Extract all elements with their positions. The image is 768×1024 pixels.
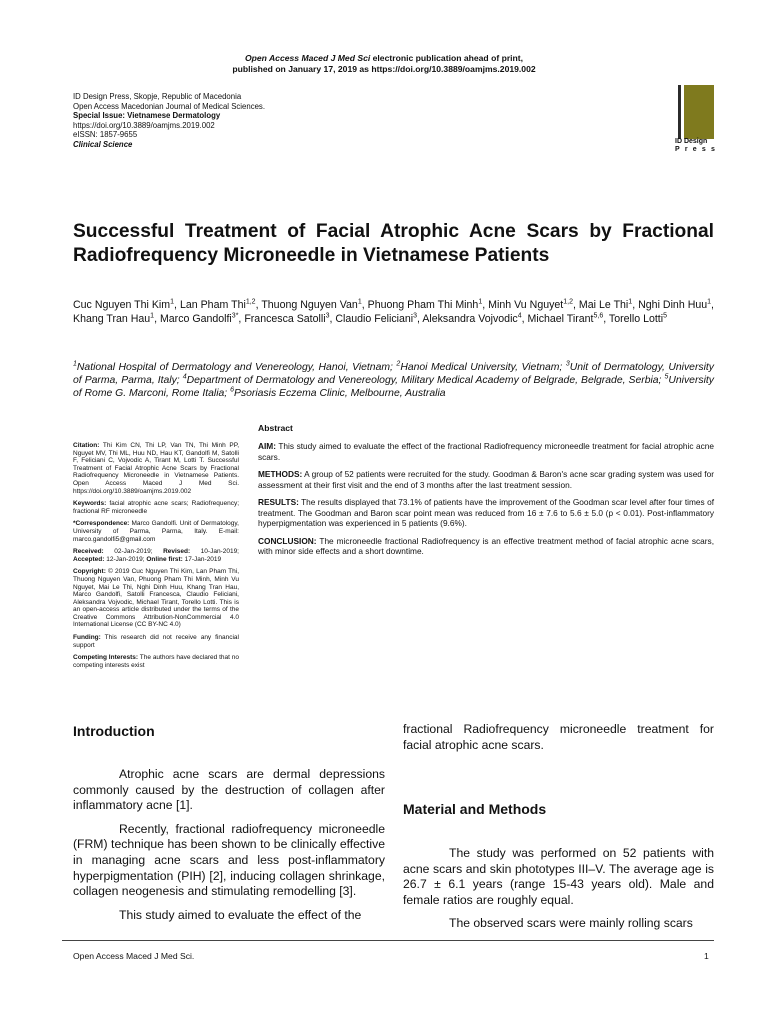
author-affiliation-mark: 3 [413,312,418,320]
publisher-info [73,92,433,150]
affiliation-text: National Hospital of Dermatology and Venereology, Hanoi, Vietnam; [76,362,397,373]
author-name: Khang Tran Hau [73,313,151,325]
section-label: Clinical Science [73,139,133,149]
abstract-heading: Abstract [258,423,293,433]
affiliation-text: Psoriasis Eczema Clinic, Melbourne, Australia [233,388,446,400]
author-affiliation-mark: 1 [150,312,155,320]
footer-journal: Open Access Maced J Med Sci. [73,951,195,961]
author-affiliation-mark: 1,2 [245,298,256,306]
journal-full: Open Access Macedonian Journal of Medical Sciences. [73,101,265,111]
copyright: Copyright: © 2019 Cuc Nguyen Thi Kim, Lan Pham Thi, Thuong Nguyen Van, Phuong Pham Thi Minh, Minh Vu Nguyet, Mai Le Thi, Nghi Dinh Huu, Khang Tran Hau, Marco Gandolfi, Satolli Francesca, Claudio Feliciani, Aleksandra Vojvodic, Michael Tirant, Torello Lotti. This is an open-access article distributed under the terms of the Creative Commons Attribution-NonCommercial 4.0 International License (CC BY-NC 4.0) [73,568,239,629]
special-issue: Special Issue: Vietnamese Dermatology [73,111,221,121]
correspondence: *Correspondence: Marco Gandolfi. Unit of Dermatology, University of Parma, Parma, Italy. E-mail: marco.gandolfi5@gmail.com [73,520,239,543]
abstract-body [258,441,714,564]
author-affiliation-mark: 5,6 [593,312,604,320]
logo-bar-dark [678,85,681,139]
author-name: Torello Lotti [608,313,664,325]
right-column-methods [403,846,714,940]
competing-interests: Competing Interests: The authors have declared that no competing interests exist [73,654,239,669]
abstract-methods: METHODS: A group of 52 patients were recruited for the study. Goodman & Baron's acne scar grading system was used for assessment at their first visit and the end of 3 months after the last treatment session. [258,469,714,490]
author-name: Aleksandra Vojvodic [422,313,518,325]
author-name: Lan Pham Thi [179,299,246,311]
page-number: 1 [704,951,709,961]
doi-link[interactable]: https://doi.org/10.3889/oamjms.2019.002 [73,120,215,130]
footer-divider [62,940,714,941]
publisher-logo [672,83,721,153]
author-affiliation-mark: 5 [663,312,668,320]
article-info-sidebar [73,442,239,674]
author-name: Nghi Dinh Huu [638,299,708,311]
affiliation-mark: 2 [396,360,401,368]
affiliation-text: Unit of Dermatology, University of Parma, Parma, Italy; [73,362,714,387]
affiliation-text: Department of Dermatology and Venereology, Military Medical Academy of Belgrade, Belgrade, Serbia; [186,375,665,387]
author-name: Michael Tirant [527,313,594,325]
journal-name: Open Access Maced J Med Sci [244,53,371,63]
affiliation-text: Hanoi Medical University, Vietnam; [400,362,566,373]
abstract-results: RESULTS: The results displayed that 73.1% of patients have the improvement of the Goodman scar level after four times of treatment. The Goodman and Baron scar point mean was reduced from 16 ± 7.6 to 5.6 ± 5.0 (p < 0.01). Post-inflammatory hyperpigmentation was experienced in 5 patients (9.6%). [258,497,714,528]
author-affiliation-mark: 3 [325,312,330,320]
affiliation-mark: 4 [182,373,187,381]
affiliations [73,361,714,401]
abstract-aim: AIM: This study aimed to evaluate the effect of the fractional Radiofrequency microneedle treatment for facial atrophic acne scars. [258,441,714,462]
abstract-conclusion: CONCLUSION: The microneedle fractional Radiofrequency is an effective treatment method of facial atrophic acne scars, with minor side effects and a short downtime. [258,535,714,556]
funding: Funding: This research did not receive any financial support [73,634,239,649]
logo-bar-olive [684,85,714,139]
publisher: ID Design Press, Skopje, Republic of Macedonia [73,92,242,101]
author-affiliation-mark: 1 [478,298,483,306]
introduction-heading: Introduction [73,723,155,739]
eissn: eISSN: 1857-9655 [73,130,138,140]
left-column [73,767,385,931]
affiliation-mark: 6 [230,386,234,394]
author-affiliation-mark: 3* [231,312,239,320]
author-affiliation-mark: 1,2 [563,298,573,306]
author-name: Francesca Satolli [244,313,326,325]
author-name: Marco Gandolfi [159,313,232,325]
author-affiliation-mark: 1 [170,298,175,306]
author-name: Claudio Feliciani [335,313,414,325]
author-affiliation-mark: 1 [707,298,712,306]
publication-note [0,53,768,75]
dates: Received: 02-Jan-2019; Revised: 10-Jan-2019; Accepted: 12-Jan-2019; Online first: 17-Jan-2019 [73,548,239,563]
affiliation-mark: 5 [664,373,669,381]
pub-line2: published on January 17, 2019 as https://doi.org/10.3889/oamjms.2019.002 [232,64,536,74]
author-name: Cuc Nguyen Thi Kim [73,299,171,311]
pub-line1: electronic publication ahead of print, [370,53,524,63]
citation: Citation: Thi Kim CN, Thi LP, Van TN, Thi Minh PP, Nguyet MV, Thi ML, Huu ND, Hau KT, Gandolfi M, Satolli F, Feliciani C, Vojvodic A, Tirant M, Lotti T. Successful Treatment of Facial Atrophic Acne Scars by Fractional Radiofrequency Microneedle in Vietnamese Patients. Open Access Maced J Med Sci. https://doi.org/10.3889/oamjms.2019.002 [73,442,239,495]
logo-text [675,138,720,153]
author-affiliation-mark: 1 [628,298,633,306]
right-column-top [403,722,714,761]
author-name: Phuong Pham Thi Minh [367,299,479,311]
affiliation-text: University of Rome G. Marconi, Rome Italia; [73,375,715,400]
logo-line2: Press [675,145,721,153]
author-name: Thuong Nguyen Van [261,299,358,311]
author-name: Minh Vu Nguyet [488,299,564,311]
intro-paragraph-1: Atrophic acne scars are dermal depressions commonly caused by the destruction of collagen after inflammatory acne [1]. [73,767,385,813]
intro-paragraph-3-continued: fractional Radiofrequency microneedle treatment for facial atrophic acne scars. [403,722,714,752]
author-affiliation-mark: 4 [517,312,522,320]
logo-line1: ID Design [675,138,708,145]
keywords: Keywords: facial atrophic acne scars; Radiofrequency; fractional RF microneedle [73,500,239,515]
paper-title: Successful Treatment of Facial Atrophic Acne Scars by Fractional Radiofrequency Microneedle in Vietnamese Patients [73,221,714,266]
methods-paragraph-2: The observed scars were mainly rolling scars [449,916,693,931]
affiliation-mark: 3 [565,360,570,368]
author-name: Mai Le Thi [578,299,629,311]
intro-paragraph-2: Recently, fractional radiofrequency microneedle (FRM) technique has been shown to be clinically effective in managing acne scars and less post-inflammatory hyperpigmentation (PIH) [2], inducing collagen shrinkage, collagen neogenesis and stimulating remodelling [3]. [73,821,385,899]
methods-heading: Material and Methods [403,801,547,817]
author-list: Cuc Nguyen Thi Kim$^1$, Lan Pham Thi$^{1,2}$, Thuong Nguyen Van$^1$, Phuong Pham Thi Minh$^1$, Minh Vu Nguyet$^{1,2}$, Mai Le Thi$^1$, Nghi Dinh Huu$^1$, Khang Tran Hau$^1$, Marco Gandolfi$^{3*}$, Francesca Satolli$^3$, Claudio Feliciani$^3$, Aleksandra Vojvodic$^4$, Michael Tirant$^{5,6}$, Torello Lotti$^5$ [73,298,714,325]
methods-paragraph-1: The study was performed on 52 patients with acne scars and skin phototypes III–V. The average age is 26.7 ± 6.1 years (range 15-43 years old). Male and female ratios are roughly equal. [403,846,714,907]
intro-paragraph-3: This study aimed to evaluate the effect of the [119,907,362,922]
affiliation-mark: 1 [73,360,77,368]
author-affiliation-mark: 1 [357,298,362,306]
